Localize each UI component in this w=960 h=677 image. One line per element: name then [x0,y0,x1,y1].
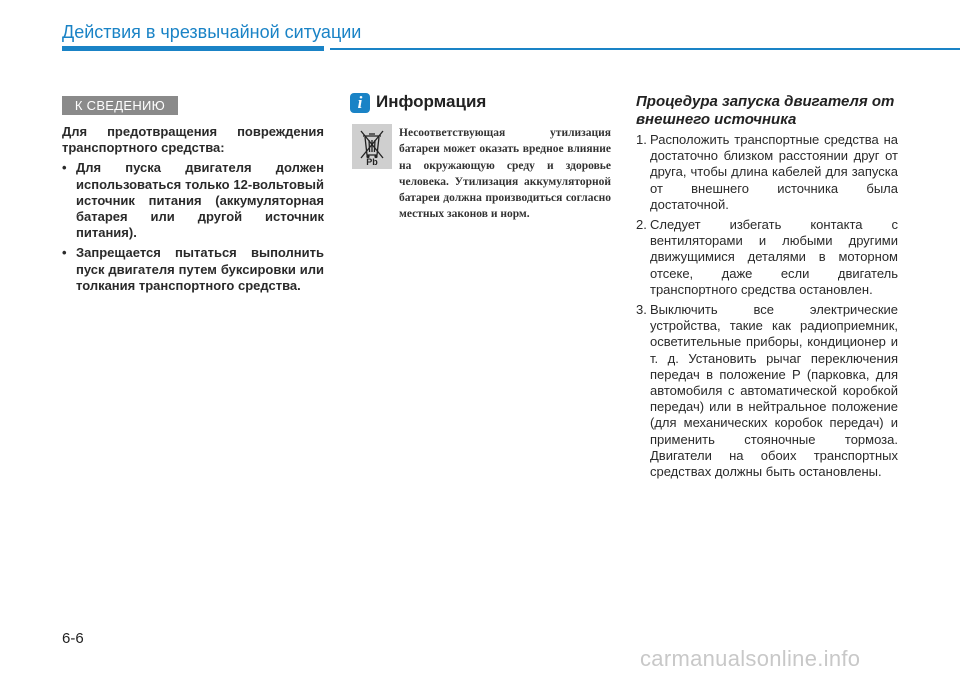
caution-intro: Для предотвращения повреждения транспортного средства: [62,124,324,156]
procedure-step [636,132,898,213]
info-text: Несоответствующая утилизация батареи может оказать вредное влияние на окружающую среду и здоровье человека. Утилизация аккумуляторной батареи должна производиться согласно местных законов и норм. [399,127,611,221]
caution-badge: К СВЕДЕНИЮ [62,96,178,115]
header-title: Действия в чрезвычайной ситуации [62,22,362,42]
crossed-bin-icon [352,124,392,169]
watermark[interactable]: carmanualsonline.info [640,646,861,671]
step-number: 2. [636,217,647,233]
caution-list [62,160,324,294]
page-number: 6-6 [62,630,84,647]
procedure-step [636,217,898,298]
caution-item-text: Запрещается пытаться выполнить пуск двигателя путем буксировки или толкания транспортного средства. [76,245,324,293]
procedure-title: Процедура запуска двигателя от внешнего источника [636,93,895,128]
caution-section [62,124,324,298]
caution-item [62,160,324,241]
step-text: Следует избегать контакта с вентиляторами и любыми другими движущимися деталями в моторном отсеке, даже если двигатель транспортного средства остановлен. [650,217,898,297]
bullet-icon: • [62,160,67,176]
procedure-step [636,302,898,480]
header-bar-dark [62,46,324,51]
info-title: Информация [376,92,487,111]
step-text: Расположить транспортные средства на достаточно близком расстоянии друг от друга, чтобы длина кабелей для запуска от внешнего источника была достаточной. [650,132,898,212]
caution-item-text: Для пуска двигателя должен использоваться только 12-вольтовый источник питания (аккумуляторная батарея или другой источник питания). [76,160,324,241]
procedure-steps [636,132,898,484]
caution-item [62,245,324,294]
bin-label: Pb [366,157,378,167]
bullet-icon: • [62,245,67,261]
step-number: 3. [636,302,647,318]
header-bar-light [330,48,960,50]
info-icon: i [350,93,370,113]
step-number: 1. [636,132,647,147]
step-text: Выключить все электрические устройства, такие как радиоприемник, осветительные приборы, кондиционер и т. д. Установить рычаг переключения передач в положение P (парковка, для автомобиля с автоматической коробкой передач) или в нейтральное положение (для механических коробок передач) и применить стояночные тормоза. Двигатели на обоих транспортных средствах должны быть остановлены. [650,302,898,480]
